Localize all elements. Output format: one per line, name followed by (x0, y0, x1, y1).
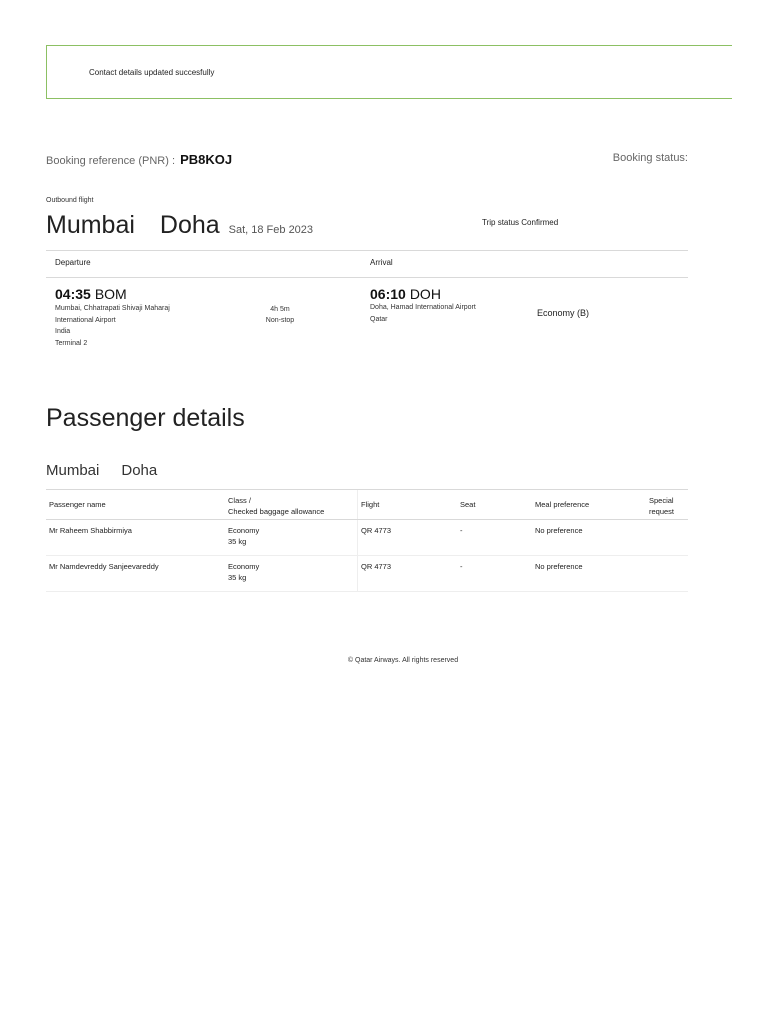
arrival-airport-line: Doha, Hamad International Airport (370, 304, 476, 311)
flight-duration (250, 304, 310, 326)
arrival-airport-code: DOH (409, 286, 441, 302)
header-special: Special (649, 496, 674, 505)
departure-airport-line: International Airport (55, 316, 116, 324)
passenger-name: Mr Namdevreddy Sanjeevareddy (49, 562, 159, 571)
header-baggage: Checked baggage allowance (228, 507, 325, 516)
baggage-value: 35 kg (228, 573, 247, 582)
header-request: request (649, 507, 675, 516)
duration-value: 4h 5m (270, 306, 290, 313)
passenger-table (46, 489, 688, 592)
pnr-value: PB8KOJ (180, 152, 233, 167)
meal-preference: No preference (535, 562, 583, 571)
departure-time: 04:35 (55, 286, 91, 302)
success-message: Contact details updated succesfully (89, 68, 215, 77)
column-divider (357, 556, 358, 591)
trip-status: Trip status Confirmed (482, 218, 559, 227)
header-meal: Meal preference (535, 500, 590, 509)
departure-airport-code: BOM (94, 286, 127, 302)
header-class: Class / (228, 496, 251, 505)
arrival-details (370, 302, 510, 325)
seat-value: - (460, 526, 463, 535)
arrival-time: 06:10 (370, 286, 406, 302)
header-class-baggage (228, 495, 324, 517)
arrival-country: Qatar (370, 315, 388, 323)
passenger-route (46, 462, 157, 479)
divider (46, 250, 688, 251)
arrival-time-row (370, 286, 441, 302)
header-flight: Flight (361, 500, 380, 509)
passenger-class (228, 561, 259, 583)
passenger-class (228, 525, 259, 547)
departure-header: Departure (55, 258, 91, 267)
divider (46, 277, 688, 278)
success-banner (46, 45, 732, 99)
table-row (46, 520, 688, 556)
header-passenger-name: Passenger name (49, 500, 106, 509)
header-seat: Seat (460, 500, 476, 509)
arrival-header: Arrival (370, 258, 393, 267)
passenger-details-title: Passenger details (46, 404, 245, 432)
pnr-label: Booking reference (PNR) : (46, 155, 175, 167)
flight-number: QR 4773 (361, 562, 392, 571)
flight-number: QR 4773 (361, 526, 392, 535)
outbound-route-title (46, 211, 313, 240)
destination-city: Doha (159, 211, 220, 239)
passenger-table-header (46, 490, 688, 520)
class-value: Economy (228, 562, 260, 571)
destination-city: Doha (121, 462, 158, 479)
meal-preference: No preference (535, 526, 583, 535)
header-special-request (649, 495, 674, 517)
passenger-name: Mr Raheem Shabbirmiya (49, 526, 132, 535)
departure-airport-line: Mumbai, Chhatrapati Shivaji Maharaj (55, 305, 170, 312)
column-divider (357, 490, 358, 519)
footer-copyright: © Qatar Airways. All rights reserved (347, 657, 459, 664)
outbound-flight-label: Outbound flight (46, 197, 94, 204)
departure-details (55, 303, 215, 349)
column-divider (357, 520, 358, 555)
seat-value: - (460, 562, 463, 571)
departure-terminal: Terminal 2 (55, 339, 88, 347)
stops-value: Non-stop (265, 317, 295, 324)
departure-time-row (55, 286, 127, 302)
table-row (46, 556, 688, 592)
booking-reference (46, 152, 232, 167)
origin-city: Mumbai (46, 211, 135, 239)
class-value: Economy (228, 526, 260, 535)
baggage-value: 35 kg (228, 537, 247, 546)
cabin-class: Economy (B) (537, 308, 590, 318)
origin-city: Mumbai (46, 462, 100, 479)
booking-status-label: Booking status: (612, 152, 688, 164)
departure-country: India (55, 328, 71, 335)
flight-date: Sat, 18 Feb 2023 (228, 224, 314, 236)
